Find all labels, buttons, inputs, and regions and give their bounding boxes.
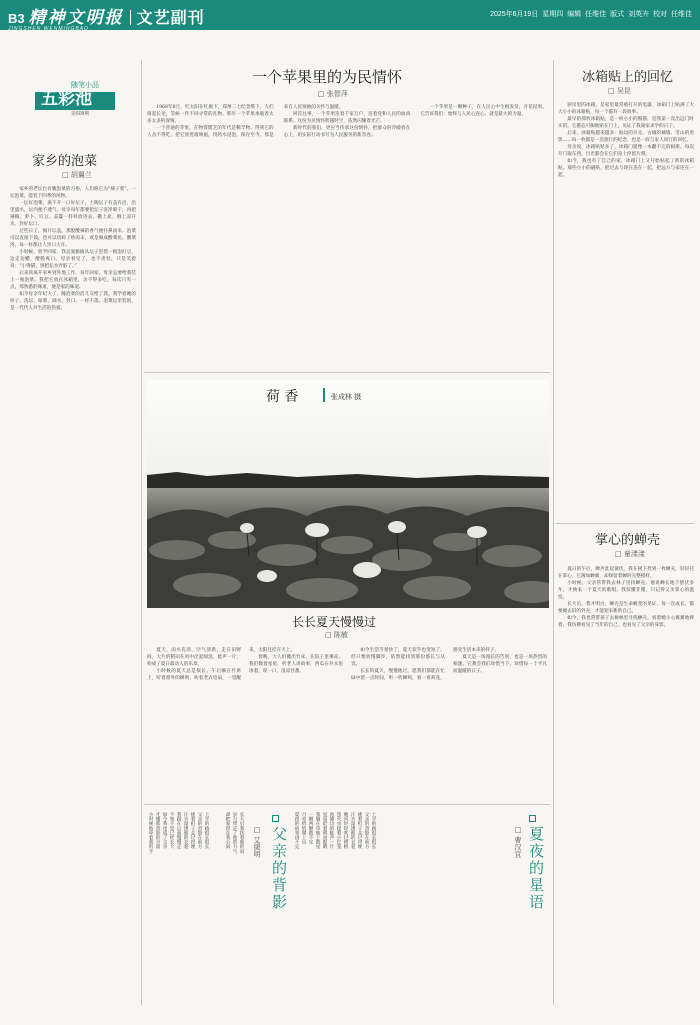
paragraph: 长大后，我才明白，蝉壳是生命蜕变的见证。每一次成长，都要褪去旧的外壳，才能迎来新的自己。: [558, 602, 694, 614]
photo-credit: 张成林 摄: [331, 393, 362, 401]
poem-line: 挑着担子走过田埂: [357, 812, 362, 849]
paragraph: 厨房里的冰箱，是家里最常被打开的电器。冰箱门上贴满了大大小小的冰箱贴，每一个都有一段故事。: [558, 103, 694, 115]
article-author: □ 吴昆: [608, 87, 631, 95]
paragraph: 家乡的老坛台有腌泡菜的习俗，人们称它为“辣子菜”。一坛泡菜，能装下四季的风物。: [10, 187, 136, 199]
poem-line: 却把爱留在我心间: [225, 812, 230, 849]
editor-credit: 编辑 任维佳: [567, 11, 607, 18]
paragraph: 如今，我也有了自己的家，冰箱门上又开始贴起了新的冰箱贴。那些小小的磁贴，把过去与现在连在一起，把远方与家连在一起。: [558, 159, 694, 178]
paragraph: 夏日的午后，蝉声此起彼伏。我在树下捡到一枚蝉壳，轻轻托在掌心，它薄如蝉翼，却保留着蝉的完整模样。: [558, 567, 694, 579]
paragraph: 母亲说，冰箱贴贴多了，冰箱门就像一本翻不完的相册。每次开门取东西，目光都会在它们身上停留片刻。: [558, 145, 694, 157]
photo-title: 荷 香: [266, 389, 299, 405]
article-author: □ 童漾漾: [615, 550, 645, 558]
article-title: 冰箱贴上的回忆: [582, 70, 674, 85]
poem-line: 长大后我扶着他的肩: [239, 812, 244, 854]
column-logo: [35, 80, 115, 116]
paragraph: 小时候，放学回家，我总爱偷偷从坛子里捞一根泡豇豆，边走边嚼，酸脆爽口。母亲看见了，也不责怪，只是笑着说：“小馋猫，别把坛水弄脏了。”: [10, 250, 136, 269]
poem-line: 月亮悄悄爬上山: [301, 812, 306, 845]
poem-line: 挑着担子走过田埂: [190, 812, 195, 849]
designer-credit: 版式 刘英卉: [610, 11, 650, 18]
page-code: B3: [8, 11, 25, 26]
article-title: 掌心的蝉壳: [595, 533, 661, 548]
poem-line: 夏夜的故事讲不完: [294, 812, 299, 849]
paragraph: 后来我离开家乡到外地工作，每年回家，母亲总要给我装上一瓶泡菜。我把它放在冰箱里，舍不得多吃，每次只夹一点，那熟悉的味道，便是家的味道。: [10, 271, 136, 290]
paragraph: 傍晚，大人们搬出竹床，在院子里乘凉。我们数着星星，听老人讲故事，西瓜在井水里冰着，咬一口，清凉甘甜。: [249, 655, 343, 674]
section-name: 文艺副刊: [136, 8, 205, 27]
poem-line: 才懂那背影的分量: [155, 812, 160, 849]
poem-line: 池塘边的蛙声一片: [329, 812, 334, 849]
paragraph: 长长的夏天，慢慢地过。愿我们都能在忙碌中留一点时间，听一听蝉鸣，看一看荷花，感受生活本来的样子。: [351, 648, 499, 681]
poem-title-mark: [529, 815, 536, 822]
section-divider-mid: [144, 372, 550, 373]
paragraph: 如今母亲年纪大了，腌泡菜的活儿交给了我。我学着她的样子，洗坛、晾菜、调水、封口，一样不落。泡菜坛里装的，是一代代人对生活的热爱。: [10, 292, 136, 311]
poem-line: 萤火虫提着小灯笼: [336, 812, 341, 849]
poem-lines: [224, 812, 245, 1002]
poem-line: 上学的路很长很长: [371, 812, 376, 849]
lotus-photo: [147, 380, 549, 608]
paragraph: 最早的那枚冰箱贴，是一枚小小的熊猫，是我第一次出远门时买的。它憨态可掬地贴在门上，见证了我离家求学的日子。: [558, 117, 694, 129]
article-body: [147, 647, 547, 799]
paragraph: 夏天，雨水充沛，空气清新，走在田野间，大片的稻田在风中泛起绿浪，蛙声一片，构成了夏日最动人的乐章。: [147, 648, 241, 667]
poem-lines: [293, 812, 377, 1002]
article-title: 家乡的泡菜: [32, 154, 98, 169]
article-author: □ 张智萍: [318, 90, 348, 98]
section-divider-poems: [144, 804, 550, 805]
poem-line: 汗水湿透他的衣裳: [183, 812, 188, 849]
poem-line: 晚风轻轻吹过树梢: [343, 812, 348, 849]
paragraph: 小时候，父亲常带我去林子里找蝉壳。他说蝉在地下蛰伏多年，才换来一个夏天的歌唱。我似懂非懂，只记得父亲掌心的温度。: [558, 581, 694, 600]
section-divider-right: [556, 523, 694, 524]
poem-line: 上学的路很长很长: [204, 812, 209, 849]
paragraph: 一个苹果是一颗种子，在人民心中生根发芽，开花结果。它告诉我们：始终与人民心连心，就是最大的力量。: [420, 105, 547, 117]
column-divider-left: [141, 60, 142, 1005]
column-divider-right: [553, 60, 554, 1005]
paragraph: 如今生活节奏快了，夏天似乎也变短了。但只要放慢脚步，依然能找到那份悠长与从容。: [351, 648, 445, 667]
poem-body-left: [147, 812, 215, 1002]
lotus-pond-image: [147, 380, 549, 608]
poem-line: 汗水湿透他的衣裳: [350, 812, 355, 849]
poem-line: 如今我也成了父亲: [162, 812, 167, 849]
article-body: [558, 102, 694, 520]
paragraph: 一个普通的苹果，在物资匮乏的年代是稀罕物。得到它的人舍不得吃，把它放进玻璃瓶，用药水浸泡，保存至今。那是来自人民领袖的关怀与温暖。: [147, 105, 344, 138]
article-body: [147, 104, 547, 366]
poem-line: 父亲的背影在前方: [197, 812, 202, 849]
poem-line: 一颗两颗数不完: [308, 812, 313, 845]
issue-date: 2025年6月19日 星期四: [490, 11, 564, 18]
paragraph: 小时候的夏天总是很长。午后躺在竹席上，听着窗外的蝉鸣，吹着老式电扇，一觉醒来，太阳还挂在天上。: [147, 648, 295, 681]
masthead-brand: [8, 3, 205, 27]
poem-line: 我躺在草地上数星: [315, 812, 320, 849]
poem-author: □ 艾捷明: [253, 826, 261, 858]
article-title: 一个苹果里的为民情怀: [252, 68, 403, 86]
paragraph: 过些日子，揭开坛盖，那股酸辣的香气便扑鼻而来。泡菜可以直接下饭，也可以切碎了炒肉末，或是做成酸菜鱼、酸菜汤，每一样都让人胃口大开。: [10, 229, 136, 248]
poem-line: 小时候他牵着我的手: [148, 812, 153, 854]
poem-line: 我跟在后面慢慢走: [176, 812, 181, 849]
masthead-divider: [130, 10, 131, 25]
paragraph: 一坛好泡菜，离不开一口好坛子。土陶坛子有盖有沿，沿里盛水，坛内便不透气。母亲每年都要把坛子洗净晾干，再把辣椒、萝卜、豇豆、蒜薹一样样放进去，撒上盐，倒上凉开水，封好坛口。: [10, 201, 136, 227]
paragraph: 回首往事，一个苹果连着千家万户，连着党和人民的血肉联系。这份为民情怀跨越时空，依然闪耀着光芒。: [283, 112, 411, 124]
paper-pinyin: JINGSHEN WENMINGBAO: [8, 26, 89, 32]
poem-body-middle: [293, 812, 493, 1002]
poem-line: 星星眨着明亮眼睛: [322, 812, 327, 849]
photo-title-mark: [323, 388, 325, 402]
column-logo-title: 五彩池: [41, 89, 92, 109]
column-logo-subtitle: 随笔小品: [71, 81, 99, 89]
paper-name: 精神文明报: [28, 8, 124, 28]
masthead-meta: [490, 9, 692, 19]
poem-line: 岁月带走了他的力气: [232, 812, 237, 854]
poem-title: 父亲的背影: [270, 826, 288, 911]
paragraph: 如今，我也常带孩子去树林里寻找蝉壳。看着她小心翼翼地捧着，我仿佛看见了当年的自己，也看见了父亲的身影。: [558, 616, 694, 628]
poem-lines: [147, 812, 210, 1002]
poem-line: 不知不觉已经长大: [169, 812, 174, 849]
paragraph: 夏天是一场漫长的告别，也是一场热烈的相逢。它教会我们珍惜当下，珍惜每一个平凡而温暖的日子。: [453, 655, 547, 674]
poem-title: 夏夜的星语: [527, 826, 545, 911]
article-body: [10, 186, 136, 1000]
article-title: 长长夏天慢慢过: [292, 615, 377, 629]
column-logo-number: 第608期: [71, 111, 90, 117]
article-author: □ 胡翼兰: [62, 171, 92, 179]
paragraph: 1968年8月，红太阳在红旗下，郑州二七纪念塔下，人们排起长龙，等候一件不同寻常的礼物。那年一个苹果承载着太多太多的深情。: [147, 105, 274, 124]
poem-author: □ 曹汉宜: [514, 826, 522, 858]
proofreader-credit: 校对 任维佳: [653, 11, 692, 18]
article-body: [558, 566, 694, 1002]
paragraph: 后来，冰箱贴越来越多：海边的贝壳、古城的城墙、雪山的剪影……每一枚都是一次旅行的纪念，也是一段与家人同行的回忆。: [558, 131, 694, 143]
poem-line: 父亲的背影在前方: [364, 812, 369, 849]
paragraph: 新时代的我们，更应当传承这份情怀，把群众的冷暖放在心上，用实际行动书写为人民服务的新答卷。: [283, 126, 411, 138]
poem-title-mark: [272, 815, 279, 822]
article-author: □ 陈敏: [325, 631, 348, 639]
